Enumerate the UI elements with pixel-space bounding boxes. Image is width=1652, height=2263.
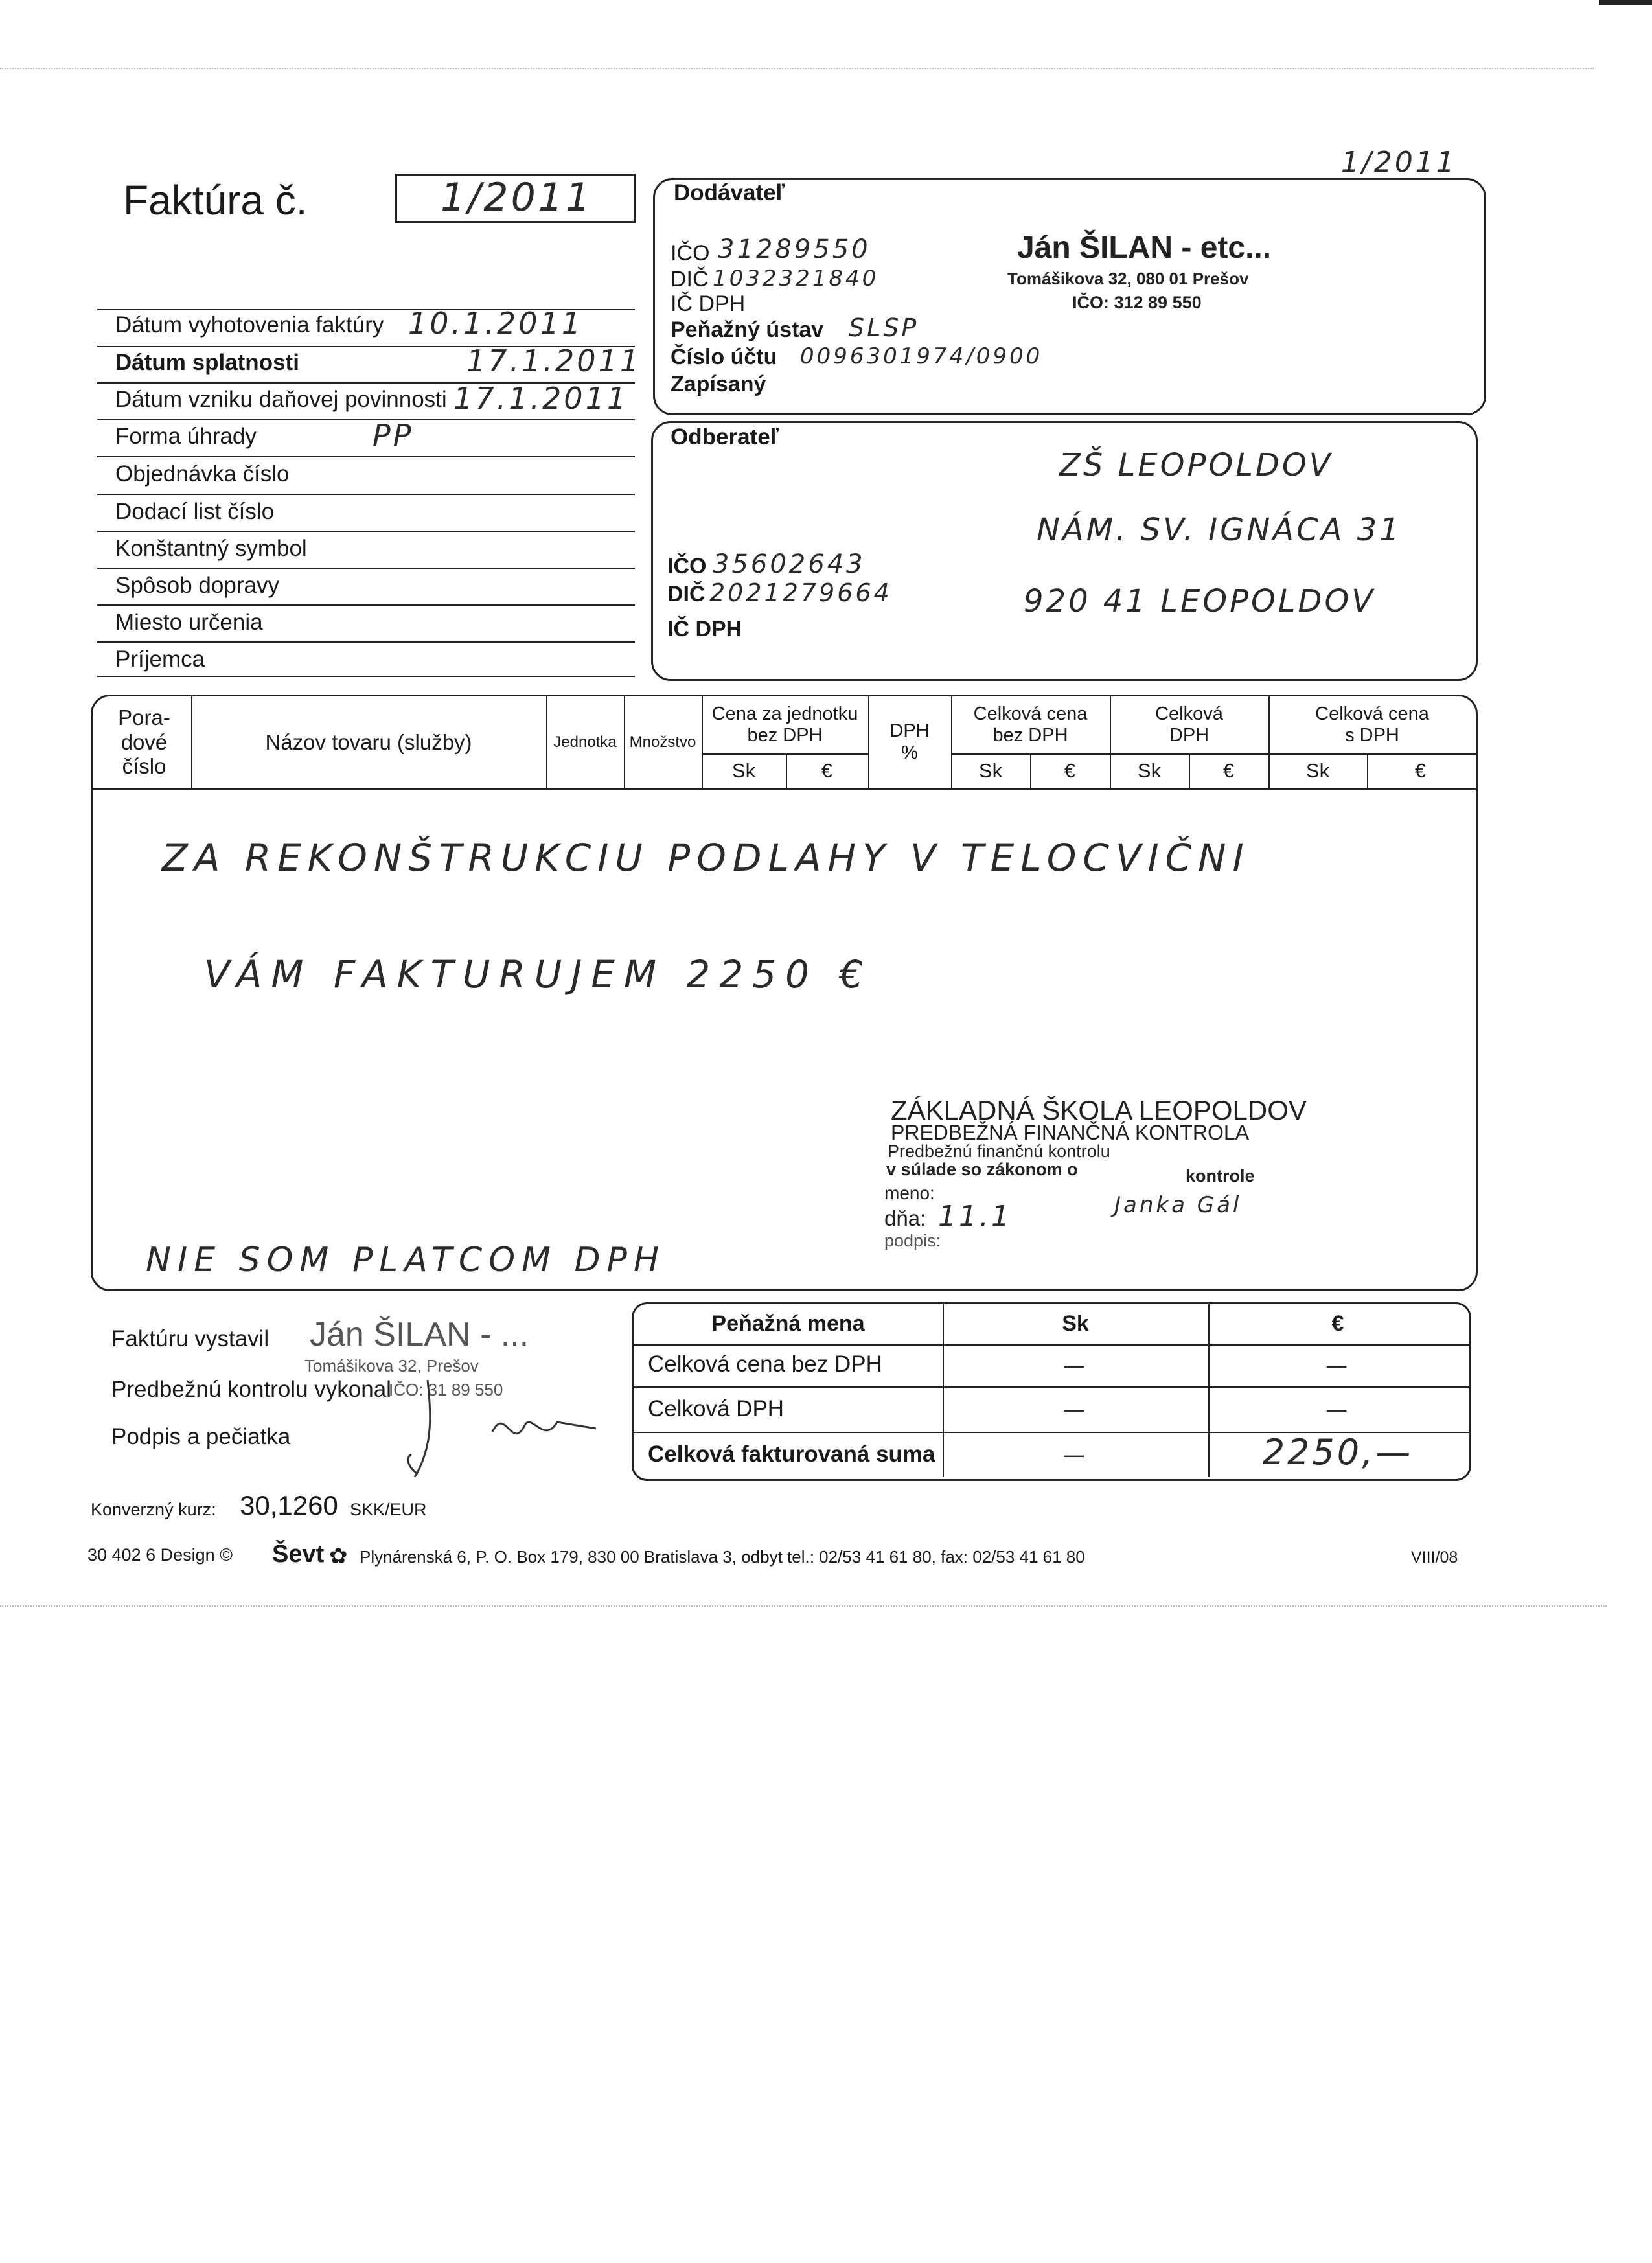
customer-icdph-label: IČ DPH (667, 617, 742, 641)
corner-mark: 1/2011 (1341, 146, 1457, 179)
customer-city: 920 41 LEOPOLDOV (1024, 583, 1376, 619)
customer-name: ZŠ LEOPOLDOV (1059, 447, 1333, 483)
summary-sk-header: Sk (1062, 1311, 1089, 1337)
customer-dic-label: DIČ (667, 582, 706, 606)
sub-sk: Sk (978, 759, 1003, 782)
signature-label: Podpis a pečiatka (111, 1424, 291, 1449)
invoice-number: 1/2011 (441, 175, 593, 220)
date-due-value: 17.1.2011 (466, 343, 642, 378)
col-vat-percent: DPH % (889, 720, 930, 763)
scan-edge-bottom (0, 1605, 1607, 1607)
conversion-label: Konverzný kurz: (91, 1500, 216, 1519)
supplier-stamp-address: Tomášikova 32, 080 01 Prešov (1007, 269, 1249, 288)
stamp-control-title: PREDBEŽNÁ FINANČNÁ KONTROLA (891, 1121, 1249, 1144)
supplier-account-label: Číslo účtu (671, 345, 777, 369)
invoice-statement: VÁM FAKTURUJEM 2250 € (204, 952, 873, 996)
issuer-signature-icon (382, 1361, 615, 1490)
summary-total-label: Celková fakturovaná suma (648, 1442, 935, 1467)
constant-symbol-label: Konštantný symbol (115, 536, 307, 561)
conversion-unit: SKK/EUR (350, 1500, 427, 1519)
col-quantity: Množstvo (629, 733, 696, 751)
date-tax-label: Dátum vzniku daňovej povinnosti (115, 387, 447, 412)
sub-eur: € (1414, 759, 1427, 782)
payment-method-label: Forma úhrady (115, 424, 257, 449)
sub-eur: € (1222, 759, 1235, 782)
supplier-ico-value: 31289550 (718, 235, 871, 264)
supplier-bank-label: Peňažný ústav (671, 317, 824, 342)
supplier-box (653, 178, 1486, 415)
summary-net-eur: — (1325, 1353, 1350, 1379)
date-issue-value: 10.1.2011 (408, 306, 584, 341)
scan-corner-mark (1599, 0, 1652, 5)
item-description: ZA REKONŠTRUKCIU PODLAHY V TELOCVIČNI (162, 836, 1250, 880)
issuer-stamp-ico: IČO: 31 89 550 (389, 1380, 503, 1399)
col-unit: Jednotka (553, 733, 617, 751)
sub-eur: € (821, 759, 833, 782)
supplier-bank-value: SLSP (849, 314, 919, 342)
date-due-label: Dátum splatnosti (115, 350, 299, 375)
transport-label: Spôsob dopravy (115, 573, 279, 598)
delivery-note-label: Dodací list číslo (115, 499, 275, 524)
summary-vat-label: Celková DPH (648, 1396, 785, 1421)
sub-sk: Sk (731, 759, 756, 782)
col-total-gross: Celková cena s DPH (1315, 703, 1429, 746)
scan-edge-top (0, 68, 1594, 69)
issuer-stamp-name: Ján ŠILAN - ... (310, 1316, 529, 1353)
supplier-ico-label: IČO (671, 241, 710, 266)
sub-sk: Sk (1137, 759, 1162, 782)
stamp-control-line2b: kontrole (1186, 1166, 1255, 1186)
supplier-icdph-label: IČ DPH (671, 292, 746, 316)
issuer-stamp-address: Tomášikova 32, Prešov (304, 1356, 479, 1375)
date-tax-value: 17.1.2011 (453, 381, 629, 416)
summary-vat-eur: — (1325, 1396, 1350, 1423)
supplier-dic-label: DIČ (671, 267, 709, 292)
col-unit-price: Cena za jednotku bez DPH (711, 703, 858, 746)
preliminary-control-label: Predbežnú kontrolu vykonal (111, 1377, 391, 1402)
customer-dic-value: 2021279664 (709, 579, 892, 607)
summary-total-eur: 2250,— (1262, 1432, 1414, 1473)
supplier-heading: Dodávateľ (674, 180, 785, 205)
sub-sk: Sk (1305, 759, 1330, 782)
issued-by-label: Faktúru vystavil (111, 1326, 270, 1351)
stamp-dna-label: dňa: (884, 1206, 926, 1230)
summary-eur-header: € (1331, 1311, 1344, 1337)
summary-vat-sk: — (1063, 1396, 1088, 1423)
customer-ico-label: IČO (667, 554, 707, 579)
printer-code: 30 402 6 Design © (87, 1545, 233, 1565)
stamp-control-line1: Predbežnú finančnú kontrolu (888, 1142, 1110, 1161)
vat-note: NIE SOM PLATCOM DPH (146, 1241, 665, 1280)
recipient-label: Príjemca (115, 647, 205, 672)
payment-method-value: PP (373, 418, 414, 453)
sub-eur: € (1064, 759, 1076, 782)
supplier-dic-value: 1032321840 (713, 266, 879, 292)
supplier-stamp-name: Ján ŠILAN - etc... (1017, 231, 1272, 265)
form-version: VIII/08 (1411, 1548, 1458, 1567)
customer-ico-value: 35602643 (713, 549, 866, 579)
printer-address: Plynárenská 6, P. O. Box 179, 830 00 Bratislava 3, odbyt tel.: 02/53 41 61 80, fax: 02/53 41 61 80 (360, 1547, 1085, 1567)
date-issue-label: Dátum vyhotovenia faktúry (115, 312, 384, 338)
supplier-registered-label: Zapísaný (671, 372, 766, 396)
conversion-value: 30,1260 (240, 1490, 338, 1521)
supplier-account-value: 0096301974/0900 (800, 343, 1043, 369)
stamp-meno-value: Janka Gál (1114, 1192, 1242, 1218)
col-total-vat: Celková DPH (1155, 703, 1223, 746)
printer-logo-icon: ✿ (329, 1544, 348, 1568)
destination-label: Miesto určenia (115, 610, 263, 635)
stamp-control-line2: v súlade so zákonom o (886, 1160, 1078, 1179)
customer-heading: Odberateľ (671, 424, 779, 450)
printer-brand: Ševt (272, 1541, 325, 1568)
stamp-podpis-label: podpis: (884, 1231, 941, 1250)
summary-net-sk: — (1063, 1353, 1088, 1379)
col-order-number: Pora- dové číslo (118, 705, 170, 779)
supplier-stamp-ico: IČO: 312 89 550 (1072, 293, 1202, 312)
stamp-dna-value: 11.1 (938, 1200, 1012, 1233)
col-item-name: Názov tovaru (služby) (265, 729, 472, 754)
summary-currency-header: Peňažná mena (711, 1311, 865, 1337)
col-total-net: Celková cena bez DPH (973, 703, 1088, 746)
summary-total-sk: — (1063, 1442, 1088, 1468)
order-number-label: Objednávka číslo (115, 461, 290, 487)
invoice-title: Faktúra č. (123, 177, 308, 224)
stamp-school-name: ZÁKLADNÁ ŠKOLA LEOPOLDOV (891, 1095, 1307, 1125)
customer-street: NÁM. SV. IGNÁCA 31 (1037, 512, 1402, 548)
stamp-meno-label: meno: (884, 1183, 935, 1203)
summary-net-label: Celková cena bez DPH (648, 1351, 882, 1377)
